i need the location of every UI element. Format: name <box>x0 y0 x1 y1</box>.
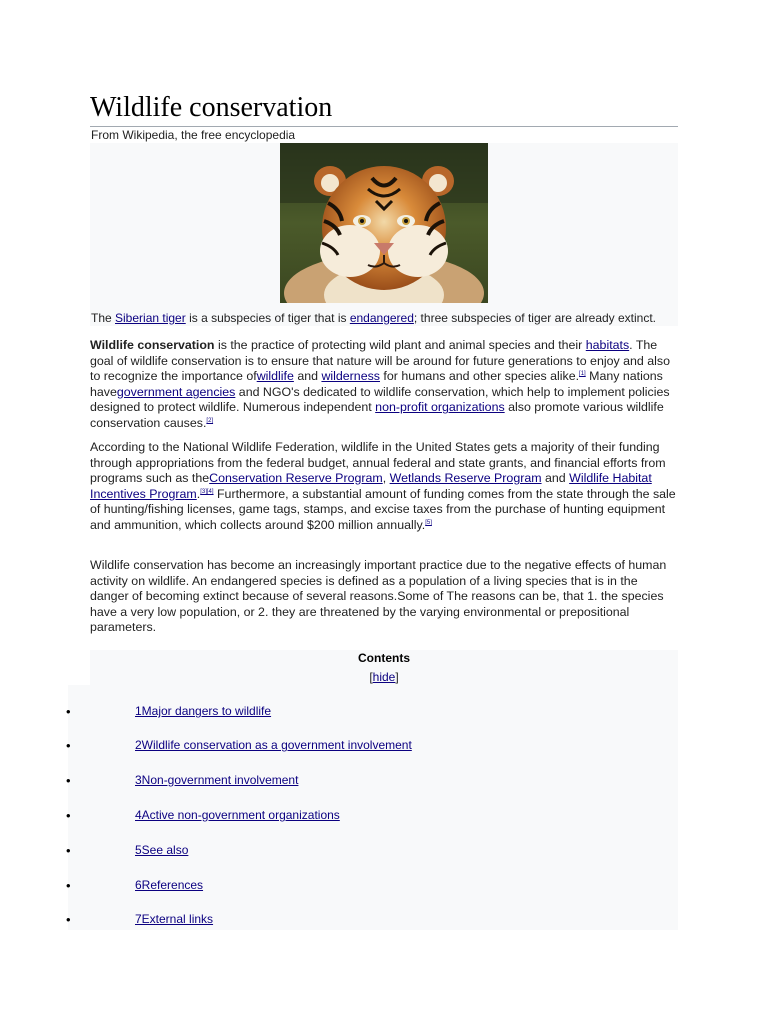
bullet-icon: • <box>66 773 71 788</box>
bullet-icon: • <box>66 878 71 893</box>
paragraph-funding <box>90 440 678 534</box>
link-government-agencies[interactable]: government agencies <box>116 384 236 399</box>
reference-link[interactable]: [1] <box>579 371 586 378</box>
bracket: ] <box>395 670 399 684</box>
reference-link[interactable]: [5] <box>425 519 432 526</box>
toc-hide-link[interactable]: hide <box>372 670 396 684</box>
reference-link[interactable]: [3][4] <box>200 488 214 495</box>
para-text: Furthermore, a substantial amount of funding comes from the state through the sale of hunting/fishing licenses, game tags, stamps, and excise taxes from the purchase of hunting equipment and ammunition, which collects around $200 million annually. <box>90 486 676 532</box>
link-siberian-tiger[interactable]: Siberian tiger <box>115 311 186 325</box>
bullet-icon: • <box>66 808 71 823</box>
reference-link[interactable]: [2] <box>206 417 214 424</box>
toc-item <box>0 738 700 758</box>
toc-link-non-government-involvement[interactable]: 3Non-government involvement <box>135 773 299 787</box>
link-conservation-reserve-program[interactable]: Conservation Reserve Program <box>209 471 383 486</box>
link-wildlife[interactable]: wildlife <box>256 369 294 384</box>
caption-text: ; three subspecies of tiger are already extinct. <box>413 311 657 325</box>
para-text: . <box>196 486 201 501</box>
paragraph-intro <box>90 338 678 432</box>
para-text: and <box>541 471 570 486</box>
toc-toggle <box>90 670 678 684</box>
figure-caption <box>91 311 656 325</box>
para-text: , <box>382 471 390 486</box>
toc-title: Contents <box>358 651 410 665</box>
para-text: . The goal of wildlife conservation is to ensure that nature will be around for future generations to enjoy and also to recognize the importance of <box>90 338 670 384</box>
link-wetlands-reserve-program[interactable]: Wetlands Reserve Program <box>389 471 542 486</box>
tiger-photo <box>280 143 488 303</box>
toc-link-government-involvement[interactable]: 2Wildlife conservation as a government involvement <box>135 738 412 752</box>
toc-item <box>0 808 700 828</box>
toc-item <box>0 704 700 724</box>
toc-link-external-links[interactable]: 7External links <box>135 912 214 926</box>
toc-item <box>0 878 700 898</box>
bold-term: Wildlife conservation <box>90 338 215 352</box>
site-tagline: From Wikipedia, the free encyclopedia <box>91 128 296 142</box>
paragraph-importance: Wildlife conservation has become an increasingly important practice due to the negative effects of human activity on wildlife. An endangered species is defined as a population of a living species that is in the danger of becoming extinct because of several reasons.Some of The reasons can be, that 1. the species have a very low population, or 2. they are threatened by the varying environmental or prepositional parameters. <box>90 558 667 635</box>
bullet-icon: • <box>66 704 71 719</box>
caption-text: The <box>91 311 116 325</box>
toc-item <box>0 912 700 932</box>
para-text: also promote various wildlife conservation causes. <box>90 400 664 430</box>
bullet-icon: • <box>66 843 71 858</box>
para-text: for humans and other species alike. <box>379 369 580 384</box>
bracket: [ <box>369 670 373 684</box>
lead-figure <box>90 143 678 326</box>
link-wildlife-habitat-incentives-program[interactable]: Wildlife Habitat Incentives Program <box>90 471 652 501</box>
para-text: and <box>293 369 322 384</box>
toc-link-references[interactable]: 6References <box>135 878 204 892</box>
link-endangered[interactable]: endangered <box>349 311 414 325</box>
toc-item <box>0 773 700 793</box>
para-text: and NGO's dedicated to wildlife conservation, which help to implement policies designed to protect wildlife. Numerous independent <box>90 384 670 415</box>
caption-text: is a subspecies of tiger that is <box>185 311 350 325</box>
link-wilderness[interactable]: wilderness <box>321 369 380 384</box>
toc-link-see-also[interactable]: 5See also <box>135 843 189 857</box>
para-text: Many nations have <box>90 369 663 399</box>
link-non-profit-organizations[interactable]: non-profit organizations <box>375 400 505 415</box>
para-text: According to the National Wildlife Federation, wildlife in the United States gets a majority of their funding through appropriations from the federal budget, annual federal and state grants, and financial efforts from programs such as the <box>90 440 666 486</box>
toc-item <box>0 843 700 863</box>
bullet-icon: • <box>66 738 71 753</box>
bullet-icon: • <box>66 912 71 927</box>
page-title: Wildlife conservation <box>90 90 678 127</box>
link-habitats[interactable]: habitats <box>585 338 630 352</box>
para-text: is the practice of protecting wild plant and animal species and their <box>214 338 586 352</box>
toc-link-major-dangers[interactable]: 1Major dangers to wildlife <box>135 704 272 718</box>
toc-link-active-organizations[interactable]: 4Active non-government organizations <box>135 808 340 822</box>
